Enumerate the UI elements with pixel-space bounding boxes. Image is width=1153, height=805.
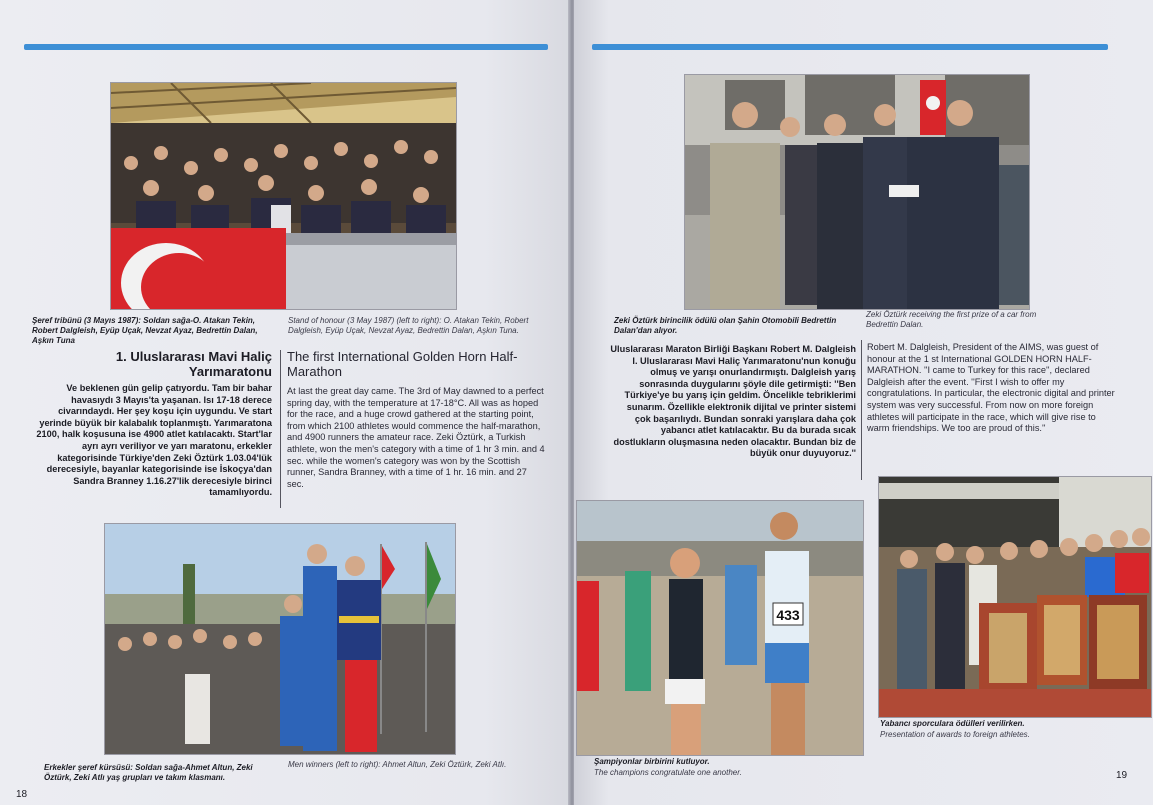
right-blue-rule [592, 44, 1108, 50]
left-page [0, 0, 570, 805]
podium-photo-icon [105, 524, 455, 754]
left-blue-rule [24, 44, 548, 50]
column-divider-left [280, 350, 281, 508]
bib-number: 433 [776, 607, 800, 623]
podium-photo [104, 523, 456, 755]
carpet-awards-photo-icon [879, 477, 1151, 717]
column-divider-right [861, 340, 862, 480]
bottom-caption-tr: Erkekler şeref kürsüsü: Soldan sağa-Ahmet Altun, Zeki Öztürk, Zeki Atlı yaş grupları ve takım klasmanı. [44, 763, 253, 782]
right-body-en: Robert M. Dalgleish, President of the AIMS, was guest of honour at the 1 st International GOLDEN HORN HALF-MARATHON. ''I came to Turkey for this race'', declared Dalgleish after the event. ''First I wish to offer my congratulations. In particular, the electronic digital and printer system was very successful. From now on more foreign athletes will participate in the race, which will give rise to warm friendships. We too are proud of this.'' [867, 342, 1115, 434]
top-caption-en: Stand of honour (3 May 1987) (left to right): O. Atakan Tekin, Robert Dalgleish, Eyüp Uçak, Nevzat Ayaz, Bedrettin Dalan, Aşkın Tuna. [288, 316, 529, 335]
right-body-tr: Uluslararası Maraton Birliği Başkanı Robert M. Dalgleish I. Uluslararası Mavi Haliç Yarımaratonu'nun konuğu olmuş ve yarışı onurlandırmıştı. Dalgleish yarış sonrasında duygularını şöyle dile getirmişti: ''Ben Türkiye'ye bu yarış için geldim. Öncelikle tebriklerimi sunarım. Özellikle elektronik dijital ve printer sistemi çok başarılıydı. Bundan sonraki yarışlara daha çok yabancı atlet katılacaktır. Bu da burada sıcak dostlukların oluşmasına neden olacaktır. Bundan biz de büyük onur duyuyoruz.'' [610, 344, 856, 459]
car-caption-tr: Zeki Öztürk birincilik ödülü olan Şahin Otomobili Bedrettin Dalan'dan alıyor. [614, 316, 837, 335]
top-caption-tr: Şeref tribünü (3 Mayıs 1987): Soldan sağa-O. Atakan Tekin, Robert Dalgleish, Eyüp Uçak, Nevzat Ayaz, Bedrettin Dalan, Aşkın Tuna [32, 316, 258, 345]
awards-caption-en: Presentation of awards to foreign athletes. [880, 730, 1030, 739]
car-prize-photo [684, 74, 1030, 310]
bottom-caption-en: Men winners (left to right): Ahmet Altun, Zeki Öztürk, Zeki Atlı. [288, 760, 507, 769]
heading-tr: 1. Uluslararası Mavi Haliç Yarımaratonu [115, 349, 272, 379]
body-en: At last the great day came. The 3rd of May dawned to a perfect spring day, with the temperature at 17-18°C. All was as hoped for the race, and a huge crowd gathered at the starting point, from which 2100 athletes would commence the half-marathon, and 4900 runners the amateur race. Zeki Öztürk, a Turkish athlete, won the men's category with a time of 1 hr 3 min. and 4 sec. while the women's category was won by the Scottish runner, Sandra Branney, with a time of 1 hr. 16 min. and 27 sec. [287, 386, 545, 489]
champions-caption-tr: Şampiyonlar birbirini kutluyor. [594, 757, 710, 766]
right-page [574, 0, 1153, 805]
awards-caption-tr: Yabancı sporculara ödülleri verilirken. [880, 719, 1025, 728]
champions-photo [576, 500, 864, 756]
champions-caption-en: The champions congratulate one another. [594, 768, 742, 777]
page-number-left: 18 [16, 789, 28, 800]
champions-photo-icon [577, 501, 863, 755]
heading-en: The first International Golden Horn Half-Marathon [287, 349, 518, 379]
page-number-right: 19 [1116, 770, 1128, 781]
grandstand-photo-icon [111, 83, 456, 309]
car-caption-en: Zeki Öztürk receiving the first prize of a car from Bedrettin Dalan. [866, 310, 1037, 329]
grandstand-photo [110, 82, 457, 310]
body-tr: Ve beklenen gün gelip çatıyordu. Tam bir bahar havasıydı 3 Mayıs'ta yaşanan. Isı 17-18 derece civarındaydı. Her şey koşu için uygundu. Ve start yerinde büyük bir kalabalık toplanmıştı. Yarımaratona 2100, halk koşusuna ise 4900 atlet katılacaktı. Start'lar ayrı ayrı veriliyor ve yarı maratonu, erkekler kategorisinde Türkiye'den Zeki Öztürk 1.03.04'lük derecesiyle, bayanlar kategorisinde ise İskoçya'dan Sandra Branney 1.16.27'lik derecesiyle birinci tamamlıyordu. [36, 383, 272, 498]
carpet-awards-photo [878, 476, 1152, 718]
car-prize-photo-icon [685, 75, 1029, 309]
